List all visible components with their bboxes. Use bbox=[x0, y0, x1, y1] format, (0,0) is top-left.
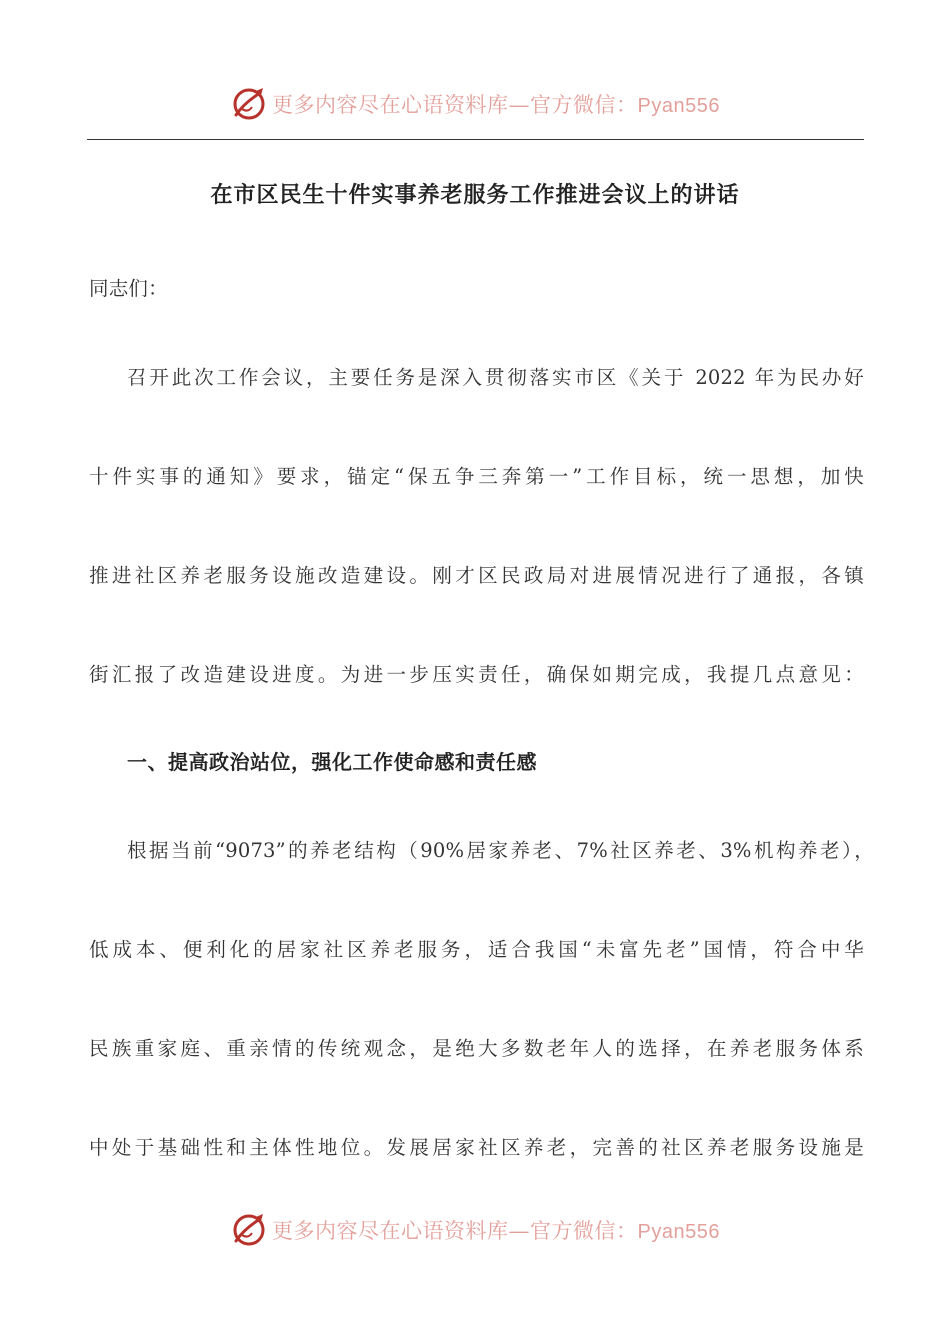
banner-wechat-id: Pyan556 bbox=[637, 95, 720, 117]
salutation: 同志们： bbox=[89, 277, 168, 300]
paragraph-line: 低成本、便利化的居家社区养老服务，适合我国“未富先老”国情，符合中华 bbox=[89, 938, 864, 961]
paragraph-line: 召开此次工作会议，主要任务是深入贯彻落实市区《关于 2022 年为民办好 bbox=[127, 366, 864, 389]
banner-text: 更多内容尽在心语资料库—官方微信：Pyan556 bbox=[272, 93, 720, 117]
paragraph-line: 十件实事的通知》要求，锚定“保五争三奔第一”工作目标，统一思想，加快 bbox=[89, 465, 864, 488]
paragraph-line: 推进社区养老服务设施改造建设。刚才区民政局对进展情况进行了通报，各镇 bbox=[89, 564, 864, 587]
section-heading: 一、提高政治站位，强化工作使命感和责任感 bbox=[127, 750, 537, 774]
banner-text: 更多内容尽在心语资料库—官方微信：Pyan556 bbox=[272, 1219, 720, 1243]
paragraph-line: 中处于基础性和主体性地位。发展居家社区养老，完善的社区养老服务设施是 bbox=[89, 1136, 864, 1159]
paragraph-line: 民族重家庭、重亲情的传统观念，是绝大多数老年人的选择，在养老服务体系 bbox=[89, 1037, 864, 1060]
paragraph-line: 根据当前“9073”的养老结构（90%居家养老、7%社区养老、3%机构养老）， bbox=[127, 839, 874, 862]
paragraph-line: 街汇报了改造建设进度。为进一步压实责任，确保如期完成，我提几点意见： bbox=[89, 663, 864, 686]
pen-circle-logo-icon bbox=[230, 85, 268, 123]
document-title: 在市区民生十件实事养老服务工作推进会议上的讲话 bbox=[210, 183, 740, 208]
header-banner bbox=[0, 82, 950, 126]
banner-wechat-id: Pyan556 bbox=[637, 1221, 720, 1243]
header-divider bbox=[87, 139, 864, 140]
pen-circle-logo-icon bbox=[230, 1211, 268, 1249]
footer-banner bbox=[0, 1208, 950, 1252]
